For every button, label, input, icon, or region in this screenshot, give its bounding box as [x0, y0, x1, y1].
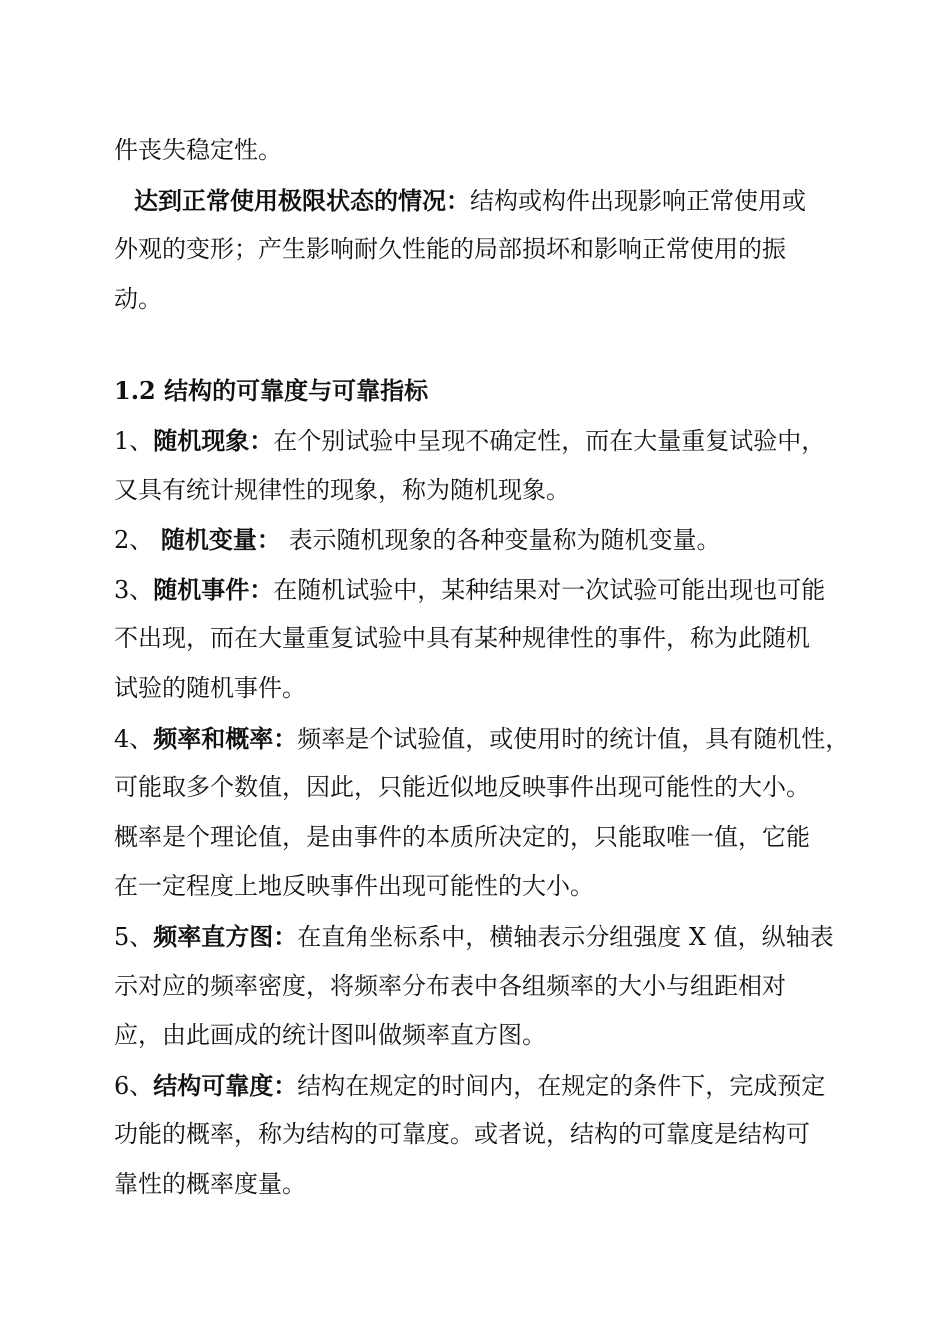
term-random-event: 随机事件：: [153, 574, 274, 604]
text-line: [114, 275, 850, 325]
term-random-phenomenon: 随机现象：: [153, 425, 274, 455]
definition-2-line-1: [114, 515, 850, 565]
term-structural-reliability: 结构可靠度：: [153, 1070, 298, 1100]
text-run: 外观的变形；产生影响耐久性能的局部损坏和影响正常使用的振: [114, 235, 786, 264]
document-page: [114, 126, 850, 1209]
text-run: 在个别试验中呈现不确定性，而在大量重复试验中，: [273, 426, 826, 455]
paragraph-serviceability-line-1: [114, 176, 850, 226]
list-number: 1、: [114, 426, 154, 455]
term-frequency-histogram: 频率直方图：: [153, 921, 298, 951]
text-run: 表示随机现象的各种变量称为随机变量。: [288, 526, 721, 555]
text-run: 频率是个试验值，或使用时的统计值，具有随机性，: [297, 724, 850, 753]
text-line: [114, 962, 850, 1012]
paragraph-gap: [114, 324, 850, 366]
definition-4-line-1: [114, 714, 850, 764]
text-line: [114, 1011, 850, 1061]
text-run: 件丧失稳定性。: [114, 136, 282, 164]
text-line: [114, 813, 850, 863]
text-line: [114, 466, 850, 516]
list-number: 6、: [114, 1071, 154, 1100]
text-run: 靠性的概率度量。: [114, 1169, 306, 1198]
text-run: 不出现，而在大量重复试验中具有某种规律性的事件，称为此随机: [114, 624, 810, 653]
text-run: 试验的随机事件。: [114, 673, 306, 702]
definition-1-line-1: [114, 416, 850, 466]
text-run: 示对应的频率密度，将频率分布表中各组频率的大小与组距相对: [114, 971, 786, 1000]
term-random-variable: 随机变量：: [160, 525, 281, 555]
text-line: [114, 1160, 850, 1210]
text-run: 在一定程度上地反映事件出现可能性的大小。: [114, 872, 594, 901]
definition-5-line-1: [114, 912, 850, 962]
term-frequency-probability: 频率和概率：: [153, 723, 298, 753]
text-line: [114, 126, 850, 176]
text-line: [114, 763, 850, 813]
text-line: [114, 614, 850, 664]
text-run: 结构或构件出现影响正常使用或: [470, 186, 806, 215]
text-run: 应，由此画成的统计图叫做频率直方图。: [114, 1021, 546, 1050]
text-line: [114, 1110, 850, 1160]
list-number: 4、: [114, 724, 154, 753]
text-line: [114, 664, 850, 714]
list-number: 2、: [114, 526, 154, 555]
text-run: 功能的概率，称为结构的可靠度。或者说，结构的可靠度是结构可: [114, 1120, 810, 1149]
text-run: 又具有统计规律性的现象，称为随机现象。: [114, 475, 570, 504]
definition-3-line-1: [114, 565, 850, 615]
text-line: [114, 225, 850, 275]
term-serviceability-limit: 达到正常使用极限状态的情况：: [134, 185, 470, 215]
text-run: 概率是个理论值，是由事件的本质所决定的，只能取唯一值，它能: [114, 822, 810, 851]
text-line: [114, 862, 850, 912]
text-run: 可能取多个数值，因此，只能近似地反映事件出现可能性的大小。: [114, 773, 810, 802]
text-run: 结构在规定的时间内，在规定的条件下，完成预定: [297, 1071, 826, 1100]
section-heading: [114, 366, 850, 416]
text-run: 在直角坐标系中，横轴表示分组强度 X 值，纵轴表: [297, 922, 834, 951]
list-number: 5、: [114, 922, 154, 951]
text-run: 在随机试验中，某种结果对一次试验可能出现也可能: [273, 575, 826, 604]
definition-6-line-1: [114, 1061, 850, 1111]
text-run: 动。: [114, 284, 162, 313]
heading-text: 1.2 结构的可靠度与可靠指标: [114, 376, 429, 406]
list-number: 3、: [114, 575, 154, 604]
